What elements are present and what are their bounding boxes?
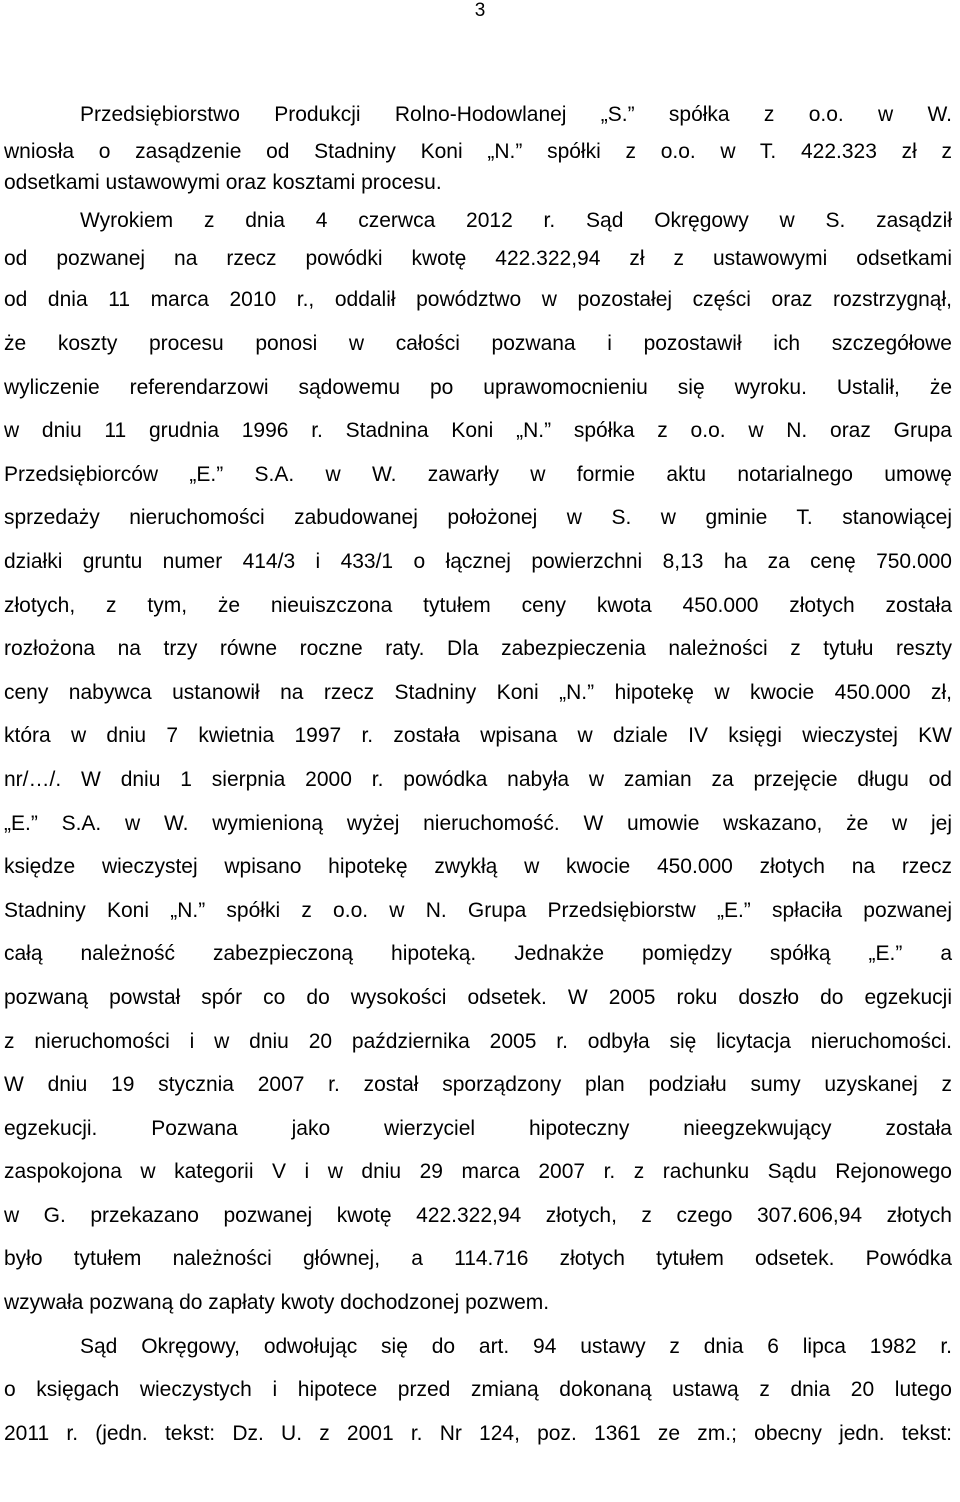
text-line: księdze wieczystej wpisano hipotekę zwykłą w kwocie 450.000 złotych na rzecz — [4, 855, 952, 879]
text-line: całą należność zabezpieczoną hipoteką. Jednakże pomiędzy spółką „E.” a — [4, 942, 952, 966]
text-line: Sąd Okręgowy, odwołując się do art. 94 ustawy z dnia 6 lipca 1982 r. — [80, 1334, 952, 1358]
text-line: od pozwanej na rzecz powódki kwotę 422.322,94 zł z ustawowymi odsetkami — [4, 247, 952, 270]
text-line: o księgach wieczystych i hipotece przed zmianą dokonaną ustawą z dnia 20 lutego — [4, 1378, 952, 1402]
text-line: zaspokojona w kategorii V i w dniu 29 marca 2007 r. z rachunku Sądu Rejonowego — [4, 1160, 952, 1184]
text-line: ceny nabywca ustanowił na rzecz Stadniny Koni „N.” hipotekę w kwocie 450.000 zł, — [4, 680, 952, 704]
text-line: z nieruchomości i w dniu 20 października 2005 r. odbyła się licytacja nieruchomości. — [4, 1029, 952, 1053]
text-line: Przedsiębiorstwo Produkcji Rolno-Hodowlanej „S.” spółka z o.o. w W. — [80, 103, 952, 126]
text-line: odsetkami ustawowymi oraz kosztami procesu. — [4, 171, 442, 194]
text-line: Stadniny Koni „N.” spółki z o.o. w N. Grupa Przedsiębiorstw „E.” spłaciła pozwanej — [4, 898, 952, 922]
text-line: w dniu 11 grudnia 1996 r. Stadnina Koni „N.” spółka z o.o. w N. oraz Grupa — [4, 419, 952, 443]
text-line: Wyrokiem z dnia 4 czerwca 2012 r. Sąd Okręgowy w S. zasądził — [80, 209, 952, 232]
text-line: wyliczenie referendarzowi sądowemu po uprawomocnieniu się wyroku. Ustalił, że — [4, 375, 952, 399]
document-body — [4, 93, 952, 1455]
text-line: w G. przekazano pozwanej kwotę 422.322,94 złotych, z czego 307.606,94 złotych — [4, 1203, 952, 1227]
paragraph-3 — [4, 1325, 952, 1456]
text-line: złotych, z tym, że nieuiszczona tytułem ceny kwota 450.000 złotych została — [4, 593, 952, 617]
paragraph-1 — [4, 93, 952, 198]
text-line: sprzedaży nieruchomości zabudowanej położonej w S. w gminie T. stanowiącej — [4, 506, 952, 530]
text-line: pozwaną powstał spór co do wysokości odsetek. W 2005 roku doszło do egzekucji — [4, 985, 952, 1009]
text-line: wniosła o zasądzenie od Stadniny Koni „N.” spółki z o.o. w T. 422.323 zł z — [4, 140, 952, 163]
text-line: egzekucji. Pozwana jako wierzyciel hipoteczny nieegzekwujący została — [4, 1116, 952, 1140]
text-line: że koszty procesu ponosi w całości pozwana i pozostawił ich szczegółowe — [4, 332, 952, 355]
text-line: „E.” S.A. w W. wymienioną wyżej nieruchomość. W umowie wskazano, że w jej — [4, 811, 952, 835]
text-line: która w dniu 7 kwietnia 1997 r. została wpisana w dziale IV księgi wieczystej KW — [4, 724, 952, 748]
text-line: było tytułem należności głównej, a 114.716 złotych tytułem odsetek. Powódka — [4, 1247, 952, 1271]
text-line: nr/…/. W dniu 1 sierpnia 2000 r. powódka nabyła w zamian za przejęcie długu od — [4, 767, 952, 791]
text-line: rozłożona na trzy równe roczne raty. Dla zabezpieczenia należności z tytułu reszty — [4, 637, 952, 661]
text-line: wzywała pozwaną do zapłaty kwoty dochodzonej pozwem. — [4, 1291, 550, 1315]
text-line: działki gruntu numer 414/3 i 433/1 o łącznej powierzchni 8,13 ha za cenę 750.000 — [4, 549, 952, 573]
text-line: Przedsiębiorców „E.” S.A. w W. zawarły w formie aktu notarialnego umowę — [4, 462, 952, 486]
text-line: W dniu 19 stycznia 2007 r. został sporządzony plan podziału sumy uzyskanej z — [4, 1073, 952, 1097]
text-line: od dnia 11 marca 2010 r., oddalił powództwo w pozostałej części oraz rozstrzygnął, — [4, 288, 952, 311]
text-line: 2011 r. (jedn. tekst: Dz. U. z 2001 r. Nr 124, poz. 1361 ze zm.; obecny jedn. tekst: — [4, 1421, 952, 1445]
paragraph-2 — [4, 202, 952, 1325]
page-number: 3 — [474, 0, 486, 21]
